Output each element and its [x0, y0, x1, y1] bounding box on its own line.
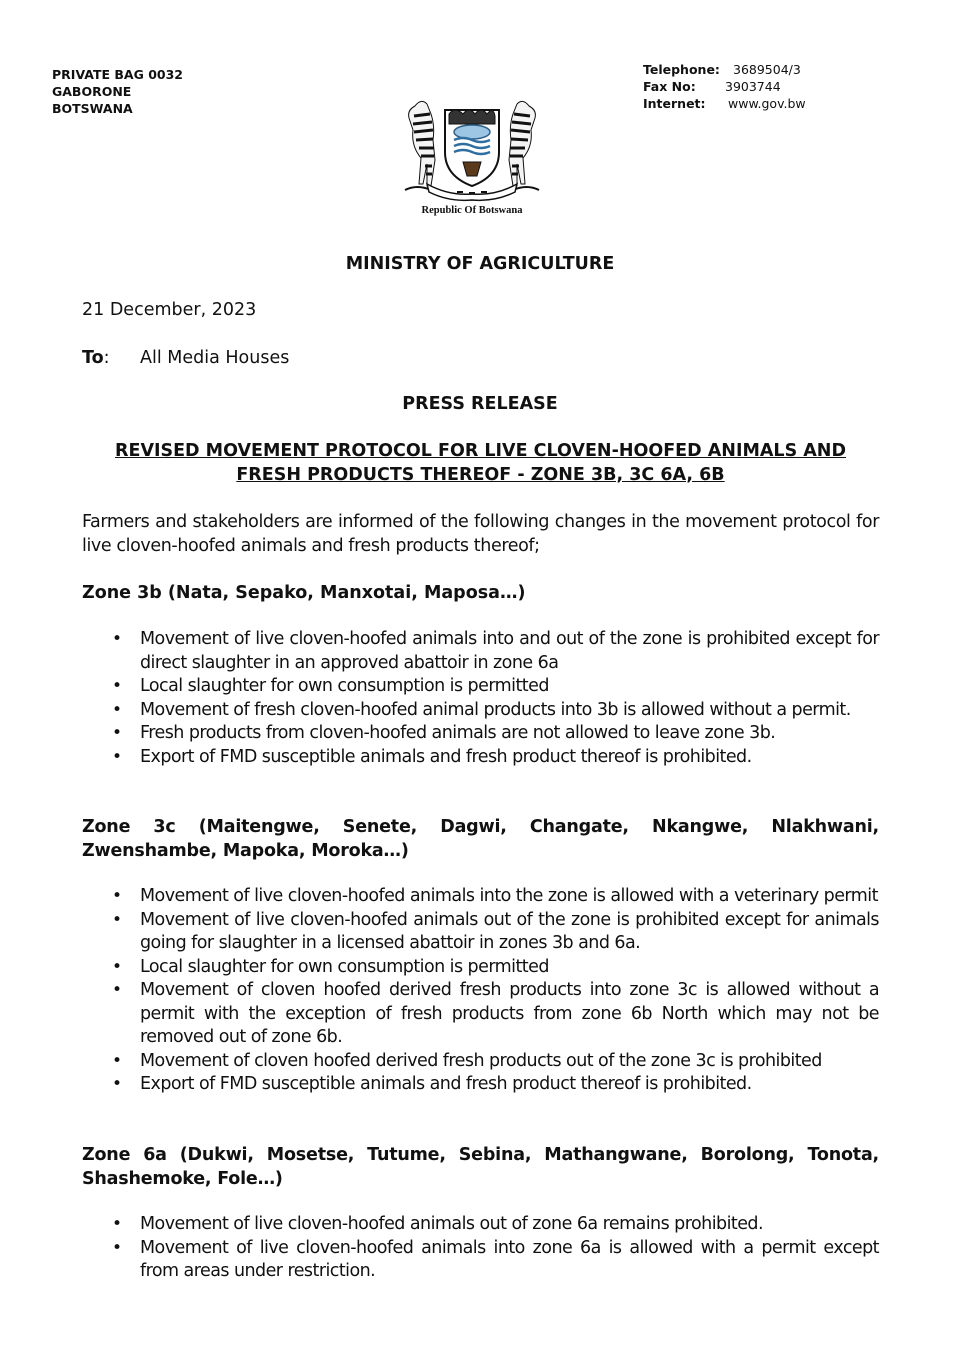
zone-3c-list — [82, 885, 879, 1097]
contact-block — [643, 61, 806, 112]
contact-value: 3689504/3 — [733, 62, 801, 77]
list-item: • Movement of live cloven-hoofed animals out of the zone is prohibited except for animals going for slaughter in a licensed abattoir in zones 3b and 6a. — [82, 909, 879, 956]
list-item: • Movement of live cloven-hoofed animals into and out of the zone is prohibited except for direct slaughter in an approved abattoir in zone 6a — [82, 628, 879, 675]
list-item: • Fresh products from cloven-hoofed animals are not allowed to leave zone 3b. — [82, 722, 879, 746]
list-item: • Movement of live cloven-hoofed animals into the zone is allowed with a veterinary permit — [82, 885, 879, 909]
list-item: • Movement of live cloven-hoofed animals out of zone 6a remains prohibited. — [82, 1213, 879, 1237]
zone-3c-heading: Zone 3c (Maitengwe, Senete, Dagwi, Changate, Nkangwe, Nlakhwani, Zwenshambe, Mapoka, Moroka…) — [82, 817, 879, 861]
address-line: BOTSWANA — [52, 101, 133, 116]
list-item: • Movement of fresh cloven-hoofed animal products into 3b is allowed without a permit. — [82, 699, 879, 723]
shield-icon — [445, 110, 499, 186]
contact-telephone — [643, 61, 806, 78]
intro-paragraph: Farmers and stakeholders are informed of the following changes in the movement protocol for live cloven-hoofed animals and fresh products thereof; — [82, 512, 879, 556]
crest-caption: Republic Of Botswana — [421, 205, 523, 216]
list-item: • Local slaughter for own consumption is permitted — [82, 956, 879, 980]
ministry-title: MINISTRY OF AGRICULTURE — [345, 254, 615, 274]
contact-internet — [643, 95, 806, 112]
zone-3b-heading: Zone 3b (Nata, Sepako, Manxotai, Maposa…) — [82, 583, 526, 603]
zebra-left-icon — [405, 101, 435, 190]
zebra-right-icon — [509, 101, 539, 190]
zone-6a-heading: Zone 6a (Dukwi, Mosetse, Tutume, Sebina, Mathangwane, Borolong, Tonota, Shashemoke, Fole…) — [82, 1145, 879, 1189]
press-release-heading: PRESS RELEASE — [402, 394, 558, 414]
contact-label: Internet: — [643, 96, 706, 111]
zone-3b-list — [82, 628, 879, 769]
list-item: • Movement of live cloven-hoofed animals into zone 6a is allowed with a permit except from areas under restriction. — [82, 1237, 879, 1284]
contact-label: Fax No: — [643, 79, 696, 94]
list-item: • Export of FMD susceptible animals and fresh product thereof is prohibited. — [82, 746, 879, 770]
list-item: • Movement of cloven hoofed derived fresh products into zone 3c is allowed without a permit with the exception of fresh products from zone 6b North which may not be removed out of zone 6b. — [82, 979, 879, 1050]
contact-value: 3903744 — [725, 79, 781, 94]
list-item: • Local slaughter for own consumption is permitted — [82, 675, 879, 699]
list-item: • Export of FMD susceptible animals and fresh product thereof is prohibited. — [82, 1073, 879, 1097]
recipient-line: To: All Media Houses — [82, 348, 290, 368]
release-headline: REVISED MOVEMENT PROTOCOL FOR LIVE CLOVEN-HOOFED ANIMALS AND FRESH PRODUCTS THEREOF - ZONE 3B, 3C 6A, 6B — [115, 441, 846, 485]
botswana-coat-of-arms-icon — [397, 92, 547, 202]
sender-address — [52, 66, 183, 117]
address-line: GABORONE — [52, 84, 132, 99]
address-line: PRIVATE BAG 0032 — [52, 67, 183, 82]
recipient-value: All Media Houses — [140, 348, 290, 368]
contact-value: www.gov.bw — [728, 96, 806, 111]
recipient-label: To — [82, 348, 104, 368]
letter-date: 21 December, 2023 — [82, 300, 257, 320]
zone-6a-list — [82, 1213, 879, 1284]
list-item: • Movement of cloven hoofed derived fresh products out of the zone 3c is prohibited — [82, 1050, 879, 1074]
contact-label: Telephone: — [643, 62, 720, 77]
contact-fax — [643, 78, 806, 95]
